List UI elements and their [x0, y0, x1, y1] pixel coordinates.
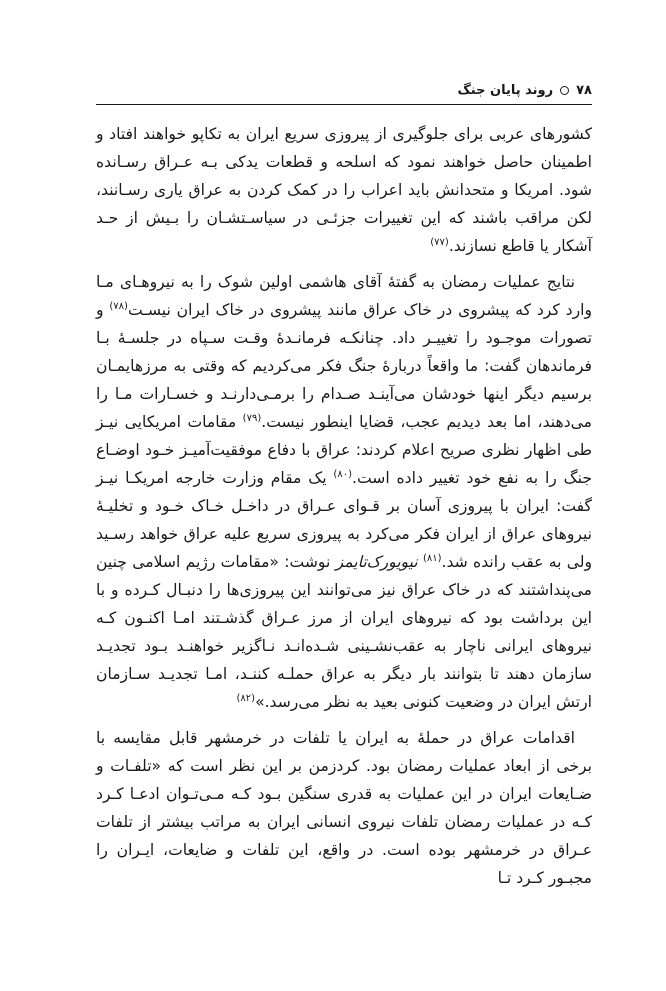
- footnote-reference: (۷۸): [109, 300, 128, 312]
- text-segment: نوشت: «مقامات رژیم اسلامی چنین می‌پنداشتند که در خاک عراق نیز می‌توانند این پیروزی‌ها را دنبـال کـرده و با این برداشت بود که نیروهای ایران از مرز عـراق گذشـتند امـا اکنـون کـه نیروهای ایرانی ناچار به عقب‌نشـینی شـده‌انـد نـاگزیر خواهنـد بـود تجدیـد سازمان دهند تا بتوانند بار دیگر به عراق حملـه کننـد، امـا تجدیـد سـازمان ارتش ایران در وضعیت کنونی بعید به نظر می‌رسد.»: [96, 553, 592, 711]
- text-segment: و تصورات موجـود را تغییـر داد. چنانکـه فرمانـدهٔ وقـت سـپاه در جلسـهٔ بـا فرماندهان گفت: ما واقعاً دربارهٔ جنگ فکر می‌کردیم که وقتی به مرزهایمـان برسیم دیگر اینها خودشان می‌آینـد صـدام را برمـی‌دارنـد و خسـارات مـا را می‌دهند، اما بعد دیدیم عجب، قضایا اینطور نیست.: [96, 301, 592, 431]
- footnote-reference: (۷۷): [430, 236, 449, 248]
- running-title: روند پایان جنگ: [457, 82, 554, 98]
- text-segment: اقدامات عراق در حملهٔ به ایران یا تلفات در خرمشهر قابل مقایسه با برخی از ابعاد عملیات رمضان بود. کردزمن بر این نظر است که «تلفـات و ضـایعات ایران در این عملیات به قدری سنگین بـود کـه مـی‌تـوان ادعـا کـرد کـه در عملیات رمضان تلفات نیروی انسانی ایران به مراتب بیشتر از تلفات عـراق در خرمشهر بوده است. در واقع، این تلفات و ضایعات، ایـران را مجبـور کـرد تـا: [96, 729, 592, 887]
- text-segment: مقامات امریکایی نیـز طی اظهار نظری صریح اعلام کردند: عراق با دفاع موفقیت‌آمیـز خـود اوضـاع جنگ را به نفع خود تغییر داده است.: [96, 413, 592, 487]
- body-text: [96, 120, 592, 892]
- footnote-reference: (۷۹): [242, 412, 262, 424]
- text-segment: نتایج عملیات رمضان به گفتهٔ آقای هاشمی اولین شوک را به نیروهـای مـا وارد کرد که پیشروی در خاک عراق مانند پیشروی در خاک ایران نیسـت: [96, 273, 592, 319]
- paragraph: [96, 724, 592, 892]
- circle-ornament-icon: [560, 86, 569, 95]
- running-header: [96, 80, 592, 100]
- footnote-reference: (۸۲): [236, 692, 256, 704]
- page-number: ۷۸: [576, 82, 592, 98]
- footnote-reference: (۸۱): [422, 552, 442, 564]
- paragraph: [96, 268, 592, 716]
- text-segment: یک مقام وزارت خارجه امریکـا نیـز گفت: ایران با پیروزی آسان بر قـوای عـراق در داخـل خـاک خـود و تخلیـهٔ نیروهای عراق از ایران فکر می‌کرد به پیروزی سریع علیه عراق خواهد رسـید ولی به عقب رانده شد.: [96, 469, 592, 571]
- publication-name: نیویورک‌تایمز: [335, 553, 418, 571]
- footnote-reference: (۸۰): [333, 468, 352, 480]
- header-divider: [96, 104, 592, 105]
- paragraph: [96, 120, 592, 260]
- text-segment: کشورهای عربی برای جلوگیری از پیروزی سریع ایران به تکاپو خواهند افتاد و اطمینان حاصل خواهند نمود که اسلحه و قطعات یدکی بـه عـراق رسـانده شود. امریکا و متحدانش باید اعراب را در کمک کردن به عراق یاری رسـانند، لکن مراقب باشند که این تغییرات جزئـی در سیاسـتشـان را بـیش از حـد آشکار یا قاطع نسازند.: [96, 125, 592, 255]
